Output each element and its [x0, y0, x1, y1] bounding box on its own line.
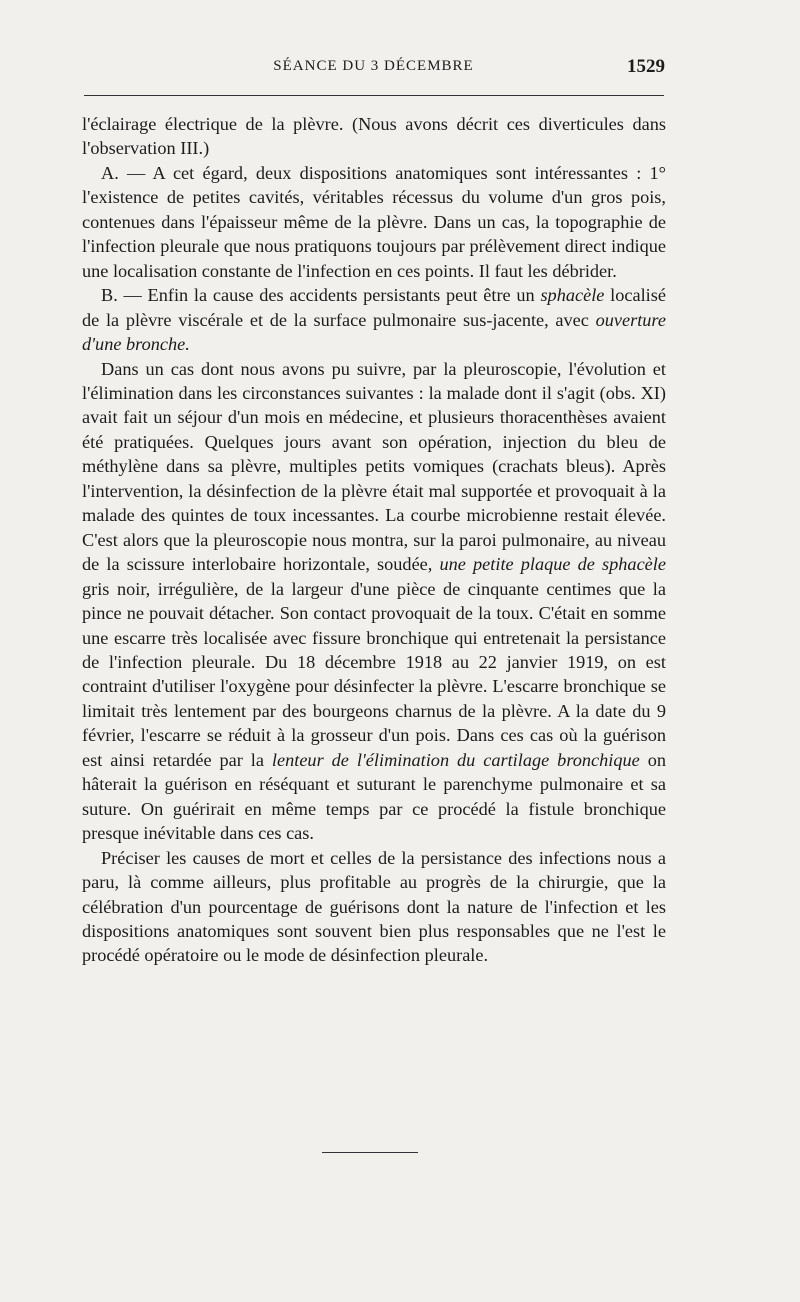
paragraph-b-emphasis-2: ouverture d'une bronche. [82, 309, 666, 355]
paragraph-case-emphasis-1: une petite plaque de sphacèle [439, 554, 666, 575]
paragraph-b-emphasis-1: sphacèle [540, 285, 605, 306]
body-text [82, 112, 666, 968]
paragraph-case-emphasis-2: lenteur de l'élimination du cartilage bronchique [271, 749, 640, 770]
paragraph-case-text-1: Dans un cas dont nous avons pu suivre, par la pleuroscopie, l'évolution et l'élimination dans les circonstances suivantes : la malade dont il s'agit (obs. XI) avait fait un séjour d'un mois en médecine, et plusieurs thoracenthèses avaient été pratiquées. Quelques jours avant son opération, injection du bleu de méthylène dans sa plèvre, multiples petits vomiques (crachats bleus). Après l'intervention, la désinfection de la plèvre était mal supportée et provoquait à la malade des quintes de toux incessantes. La courbe microbienne restait élevée. C'est alors que la pleuroscopie nous montra, sur la paroi pulmonaire, au niveau de la scissure interlobaire horizontale, soudée, [82, 358, 666, 575]
running-head: SÉANCE DU 3 DÉCEMBRE [273, 58, 474, 74]
paragraph-b [82, 283, 666, 356]
end-rule [322, 1152, 418, 1153]
paragraph-continuation: l'éclairage électrique de la plèvre. (Nous avons décrit ces diverticules dans l'observation III.) [82, 114, 666, 159]
paragraph-case-text-3: on hâterait la guérison en réséquant et suturant le parenchyme pulmonaire et sa suture. On guérirait en même temps par ce procédé la fistule bronchique presque inévitable dans ces cas. [82, 749, 666, 844]
page-header [82, 58, 665, 84]
paragraph-case [82, 357, 666, 846]
paragraph-b-text-2: localisé de la plèvre viscérale et de la surface pulmonaire sus-jacente, avec [82, 285, 666, 330]
paragraph-a: A. — A cet égard, deux dispositions anatomiques sont intéressantes : 1° l'existence de petites cavités, véritables récessus du volume d'un gros pois, contenues dans l'épaisseur même de la plèvre. Dans un cas, la topographie de l'infection pleurale que nous pratiquons toujours par prélèvement direct indique une localisation constante de l'infection en ces points. Il faut les débrider. [82, 162, 666, 281]
paragraph-b-text-1: B. — Enfin la cause des accidents persistants peut être un [101, 285, 541, 306]
paragraph-case-text-2: gris noir, irrégulière, de la largeur d'une pièce de cinquante centimes que la pince ne pouvait détacher. Son contact provoquait de la toux. C'était en somme une escarre très localisée avec fissure bronchique qui entretenait la persistance de l'infection pleurale. Du 18 décembre 1918 au 22 janvier 1919, on est contraint d'utiliser l'oxygène pour désinfecter la plèvre. L'escarre bronchique se limitait très lentement par des bourgeons charnus de la plèvre. A la date du 9 février, l'escarre se réduit à la grosseur d'un pois. Dans ces cas où la guérison est ainsi retardée par la [82, 578, 666, 770]
header-rule [84, 95, 664, 96]
page-number: 1529 [627, 56, 665, 77]
paragraph-conclusion: Préciser les causes de mort et celles de la persistance des infections nous a paru, là comme ailleurs, plus profitable au progrès de la chirurgie, que la célébration d'un pourcentage de guérisons dont la nature de l'infection et les dispositions anatomiques sont souvent bien plus responsables que ne l'est le procédé opératoire ou le mode de désinfection pleurale. [82, 847, 666, 966]
